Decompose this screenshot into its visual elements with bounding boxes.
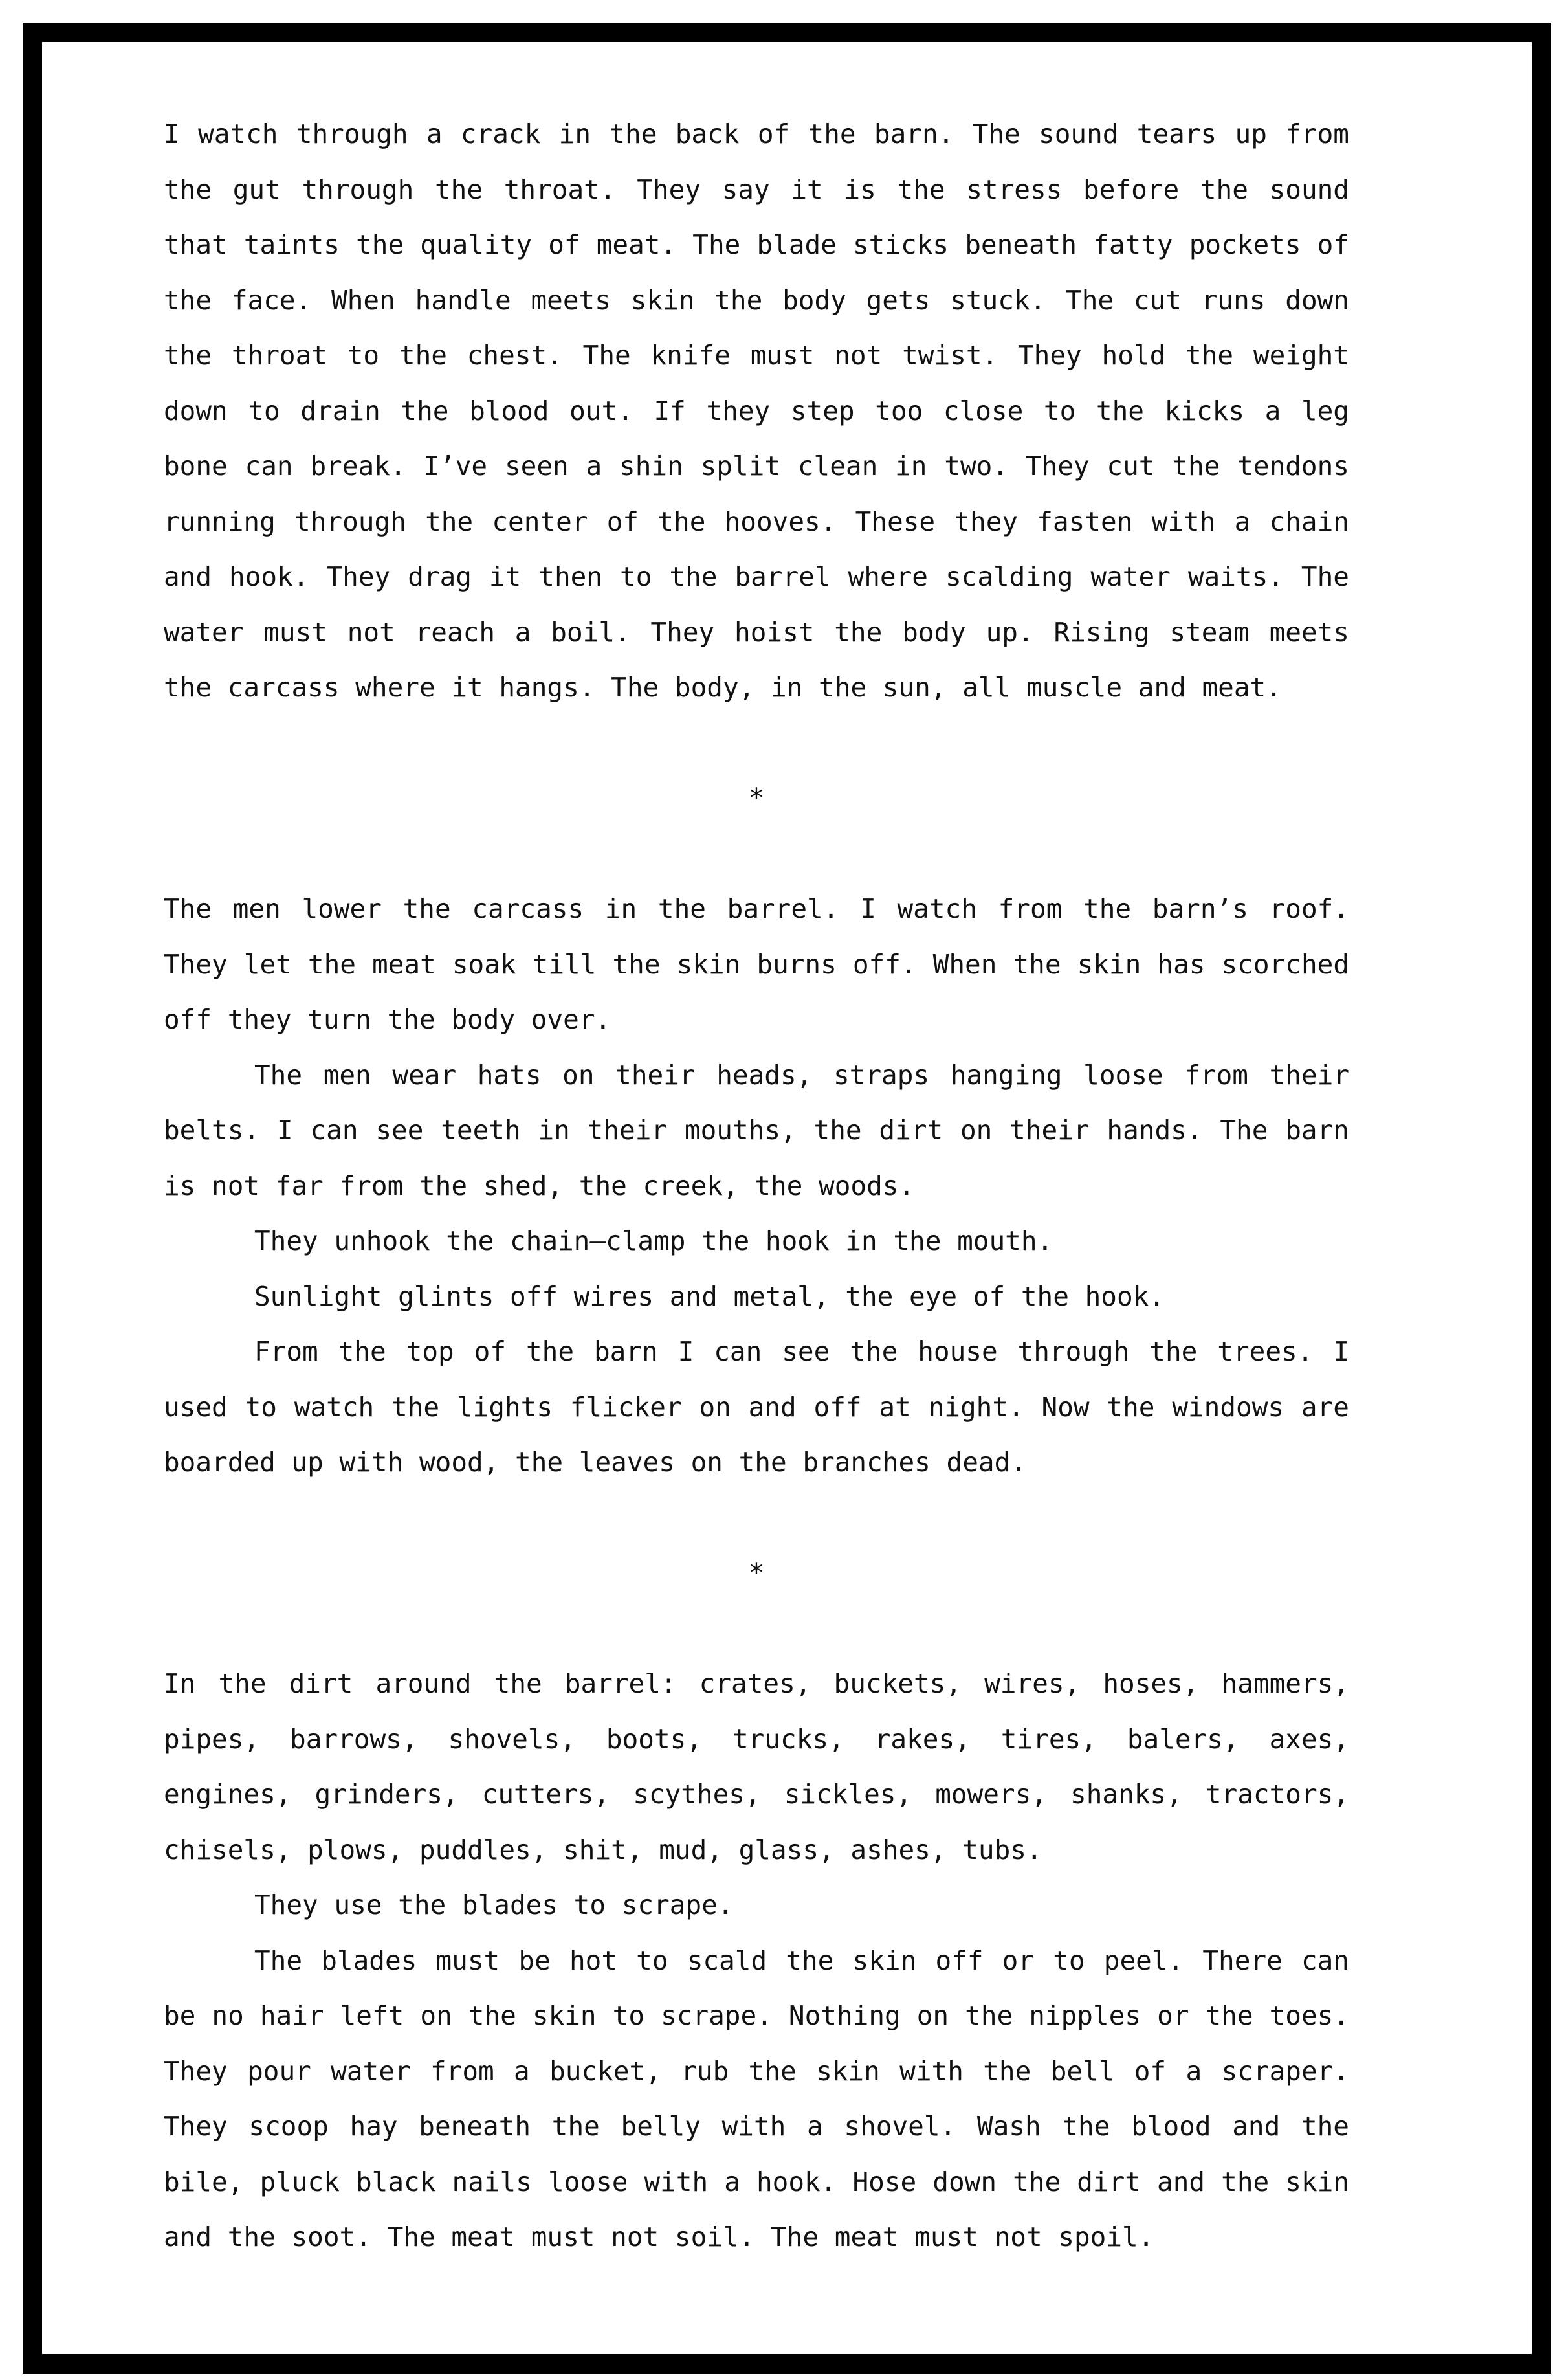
section-3-paragraph-1: In the dirt around the barrel: crates, buckets, wires, hoses, hammers, pipes, barrows, shovels, boots, trucks, rakes, tires, balers, axes, engines, grinders, cutters, scythes, sickles, mowers, shanks, tractors, chisels, plows, puddles, shit, mud, glass, ashes, tubs. <box>164 1668 1349 1865</box>
section-2-paragraph-1: The men lower the carcass in the barrel. I watch from the barn’s roof. They let the meat soak till the skin burns off. When the skin has scorched off they turn the body over. <box>164 893 1349 1035</box>
spacer <box>164 716 1349 772</box>
section-1-paragraph-1: I watch through a crack in the back of the barn. The sound tears up from the gut through the throat. They say it is the stress before the sound that taints the quality of meat. The blade sticks beneath fatty pockets of the face. When handle meets skin the body gets stuck. The cut runs down the throat to the chest. The knife must not twist. They hold the weight down to drain the blood out. If they step too close to the kicks a leg bone can break. I’ve seen a shin split clean in two. They cut the tendons running through the center of the hooves. These they fasten with a chain and hook. They drag it then to the barrel where scalding water waits. The water must not reach a boil. They hoist the body up. Rising steam meets the carcass where it hangs. The body, in the sun, all muscle and meat. <box>164 118 1349 703</box>
section-2-paragraph-3: They unhook the chain—clamp the hook in the mouth. <box>254 1225 1053 1256</box>
spacer <box>164 1601 1349 1657</box>
section-3-paragraph-2: They use the blades to scrape. <box>254 1889 734 1920</box>
section-break-asterisk-2: * <box>748 1557 765 1588</box>
section-break-asterisk-1: * <box>748 783 765 814</box>
section-3-paragraph-3: The blades must be hot to scald the skin off or to peel. There can be no hair left on the skin to scrape. Nothing on the nipples or the toes. They pour water from a bucket, rub the skin with the bell of a scraper. They scoop hay beneath the belly with a shovel. Wash the blood and the bile, pluck black nails loose with a hook. Hose down the dirt and the skin and the soot. The meat must not soil. The meat must not spoil. <box>164 1944 1349 2252</box>
spacer <box>164 1491 1349 1546</box>
section-2-paragraph-4: Sunlight glints off wires and metal, the eye of the hook. <box>254 1280 1165 1312</box>
section-2-paragraph-5: From the top of the barn I can see the house through the trees. I used to watch the lights flicker on and off at night. Now the windows are boarded up with wood, the leaves on the branches dead. <box>164 1336 1349 1478</box>
spacer <box>164 827 1349 882</box>
manuscript-page <box>164 107 1349 2265</box>
section-2-paragraph-2: The men wear hats on their heads, straps hanging loose from their belts. I can see teeth in their mouths, the dirt on their hands. The barn is not far from the shed, the creek, the woods. <box>164 1059 1349 1201</box>
